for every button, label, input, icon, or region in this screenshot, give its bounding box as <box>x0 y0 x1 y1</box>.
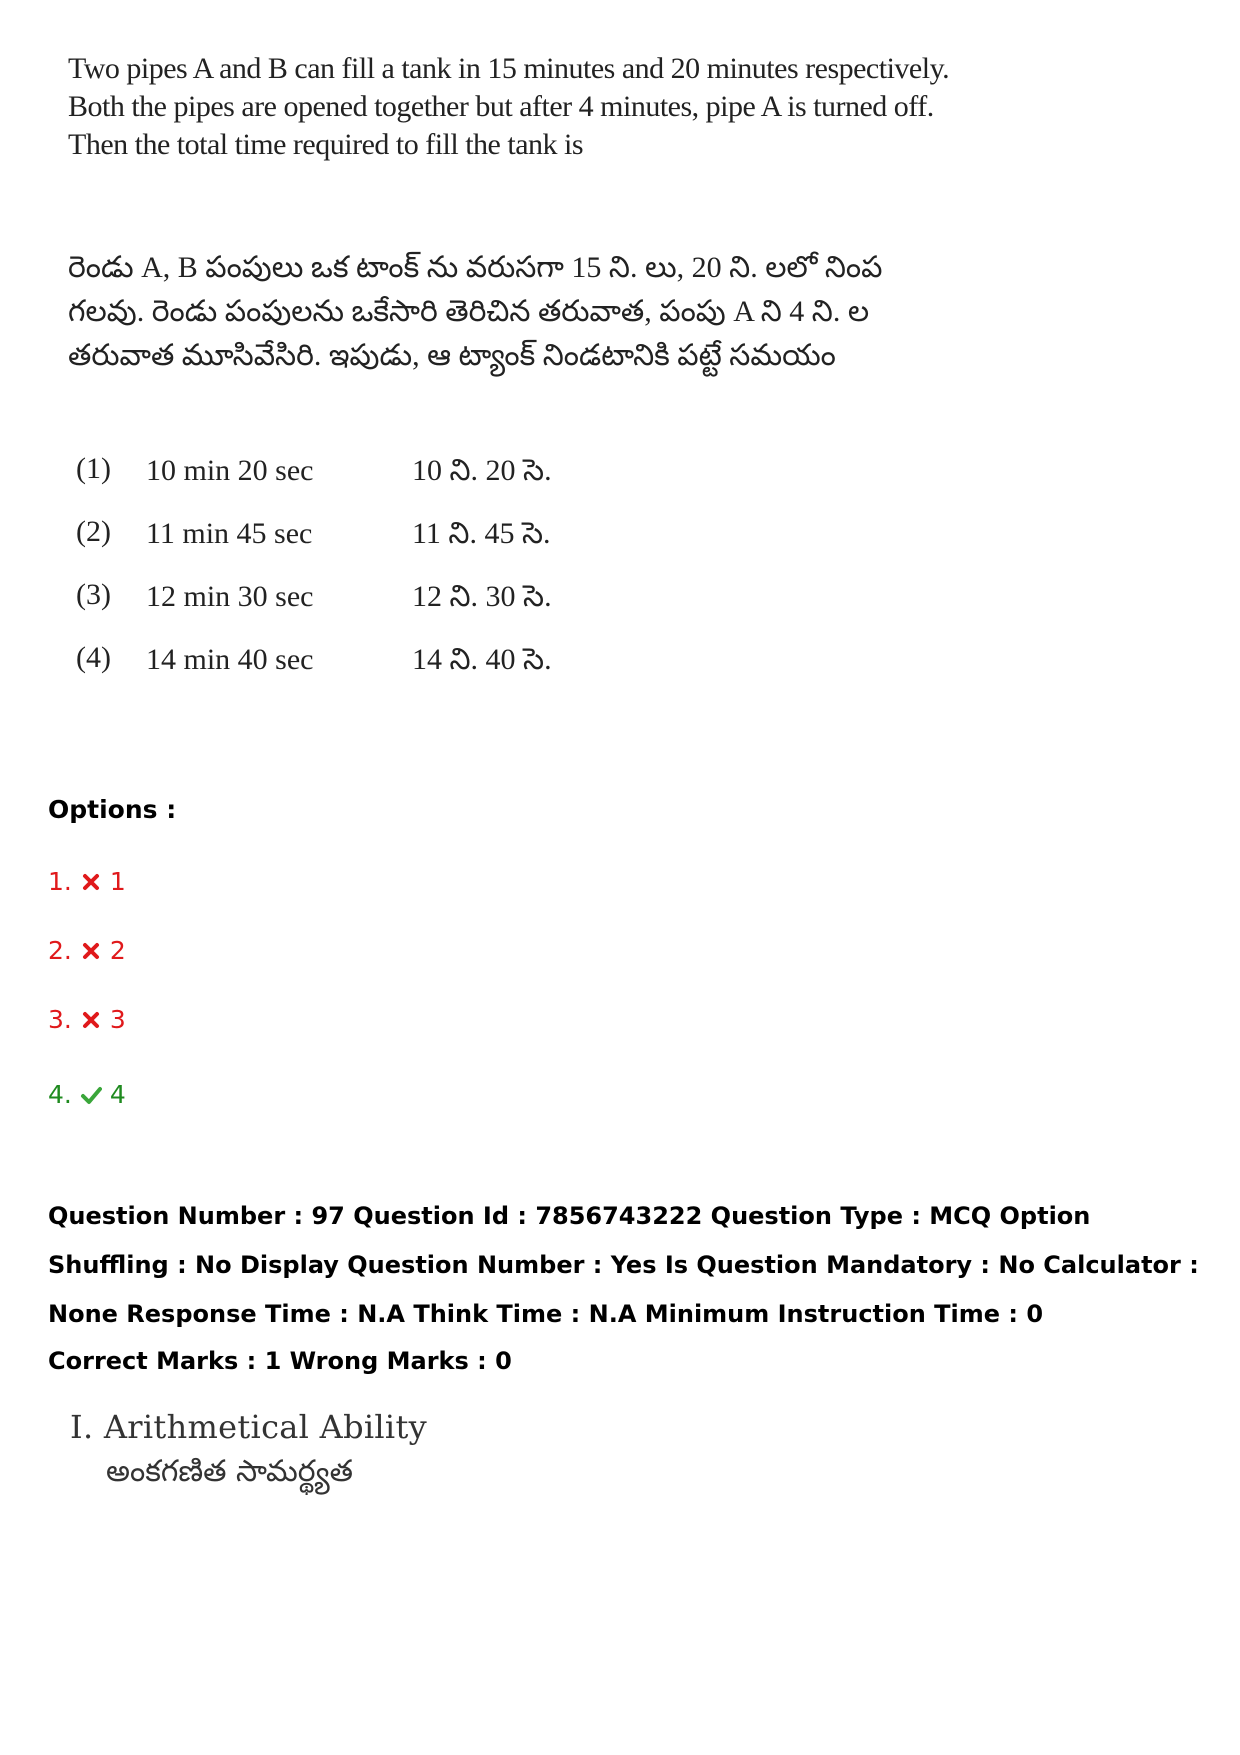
question-line: Two pipes A and B can fill a tank in 15 minutes and 20 minutes respectively. <box>68 52 950 85</box>
question-text-english <box>68 50 950 164</box>
option-value: 2 <box>109 936 126 965</box>
choice-number: (4) <box>76 641 111 674</box>
option-index: 2. <box>48 936 72 965</box>
question-line: రెండు A, B పంపులు ఒక టాంక్ ను వరుసగా 15 ని. లు, 20 ని. లలో నింప <box>68 251 883 284</box>
section-title-english: I. Arithmetical Ability <box>70 1408 428 1446</box>
option-index: 4. <box>48 1080 72 1109</box>
cross-icon <box>80 871 102 893</box>
choice-english: 14 min 40 sec <box>146 643 314 676</box>
choice-number: (2) <box>76 515 111 548</box>
section-title-telugu: అంకగణిత సామర్థ్యత <box>106 1454 354 1489</box>
question-metadata: Question Number : 97 Question Id : 7856743222 Question Type : MCQ Option Shuffling : No Display Question Number : Yes Is Question Mandatory : No Calculator : None Response Time : N.A Think Time : N.A Minimum Instruction Time : 0 <box>48 1202 1199 1328</box>
question-line: తరువాత మూసివేసిరి. ఇపుడు, ఆ ట్యాంక్ నిండటానికి పట్టే సమయం <box>68 339 836 372</box>
option-index: 3. <box>48 1005 72 1034</box>
option-value: 4 <box>109 1080 126 1109</box>
choice-english: 10 min 20 sec <box>146 454 314 487</box>
question-line: Then the total time required to fill the tank is <box>68 128 584 161</box>
choice-english: 12 min 30 sec <box>146 580 314 613</box>
marks-info: Correct Marks : 1 Wrong Marks : 0 <box>48 1347 512 1375</box>
cross-icon <box>80 1009 102 1031</box>
question-line: Both the pipes are opened together but after 4 minutes, pipe A is turned off. <box>68 90 934 123</box>
check-icon <box>80 1084 102 1106</box>
choice-number: (1) <box>76 452 111 485</box>
option-value: 3 <box>109 1005 126 1034</box>
option-2 <box>48 936 126 965</box>
question-line: గలవు. రెండు పంపులను ఒకేసారి తెరిచిన తరువాత, పంపు A ని 4 ని. ల <box>68 295 870 328</box>
choice-telugu: 10 ని. 20 సె. <box>412 454 552 487</box>
section-title <box>70 1408 427 1496</box>
choice-telugu: 14 ని. 40 సె. <box>412 643 552 676</box>
choice-telugu: 12 ని. 30 సె. <box>412 580 552 613</box>
question-text-telugu <box>68 246 928 378</box>
option-3 <box>48 1005 126 1034</box>
choice-number: (3) <box>76 578 111 611</box>
options-heading: Options : <box>48 795 177 824</box>
option-value: 1 <box>109 867 126 896</box>
option-4 <box>48 1080 126 1109</box>
choice-english: 11 min 45 sec <box>146 517 313 550</box>
option-1 <box>48 867 126 896</box>
choice-telugu: 11 ని. 45 సె. <box>412 517 551 550</box>
option-index: 1. <box>48 867 72 896</box>
cross-icon <box>80 940 102 962</box>
